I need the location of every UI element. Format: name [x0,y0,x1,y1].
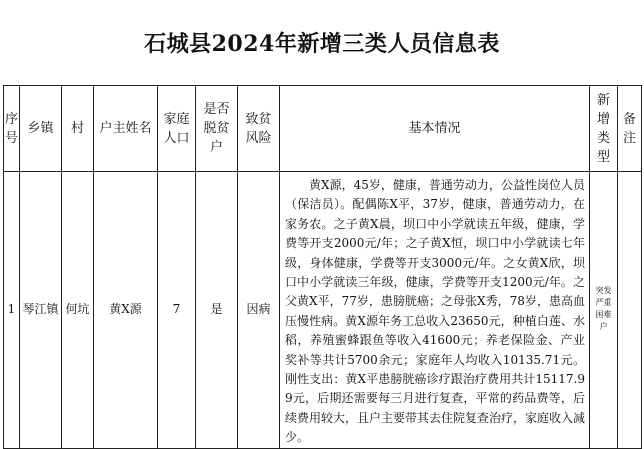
table-header-row [4,86,642,172]
header-out-of-poverty: 是否脱贫户 [196,86,238,172]
basic-info-text: 黄X源，45岁，健康，普通劳动力，公益性岗位人员（保洁员）。配偶陈X平，37岁，健康，普通劳动力，在家务农。之子黄X晨，坝口中小学就读五年级，健康，学费等开支2000元/年；之子黄X恒，坝口中小学就读七年级，身体健康，学费等开支3000元/年。之女黄X欣，坝口中小学就读三年级，健康，学费等开支1200元/年。之父黄X平，77岁，患膀胱癌；之母张X秀，78岁，患高血压慢性病。黄X源年务工总收入23650元，种植白莲、水稻，养殖蜜蜂跟鱼等收入41600元；养老保险金、产业奖补等共计5700余元；家庭年人均收入10135.71元。刚性支出：黄X平患膀胱癌诊疗跟治疗费用共计15117.99元，后期还需要每三月进行复查，平常的药品费等，后续费用较大，且户主要带其去住院复查治疗，家庭收入减少。 [285,178,586,445]
cell-basic-info [280,172,590,449]
cell-village: 何坑 [62,172,94,449]
page-title: 石城县2024年新增三类人员信息表 [144,31,500,57]
cell-new-type: 突发严重困难户 [590,172,618,449]
table-row [4,172,642,449]
cell-town: 琴江镇 [20,172,62,449]
cell-risk: 因病 [238,172,280,449]
cell-out-of-poverty: 是 [196,172,238,449]
header-seq: 序号 [4,86,20,172]
header-basic-info: 基本情况 [280,86,590,172]
cell-family-size: 7 [158,172,196,449]
header-risk: 致贫风险 [238,86,280,172]
header-family-size: 家庭人口 [158,86,196,172]
header-remark: 备注 [618,86,642,172]
header-householder: 户主姓名 [94,86,158,172]
cell-householder: 黄X源 [94,172,158,449]
cell-remark [618,172,642,449]
header-new-type: 新增类型 [590,86,618,172]
cell-seq: 1 [4,172,20,449]
info-table [3,85,642,449]
header-village: 村 [62,86,94,172]
header-town: 乡镇 [20,86,62,172]
